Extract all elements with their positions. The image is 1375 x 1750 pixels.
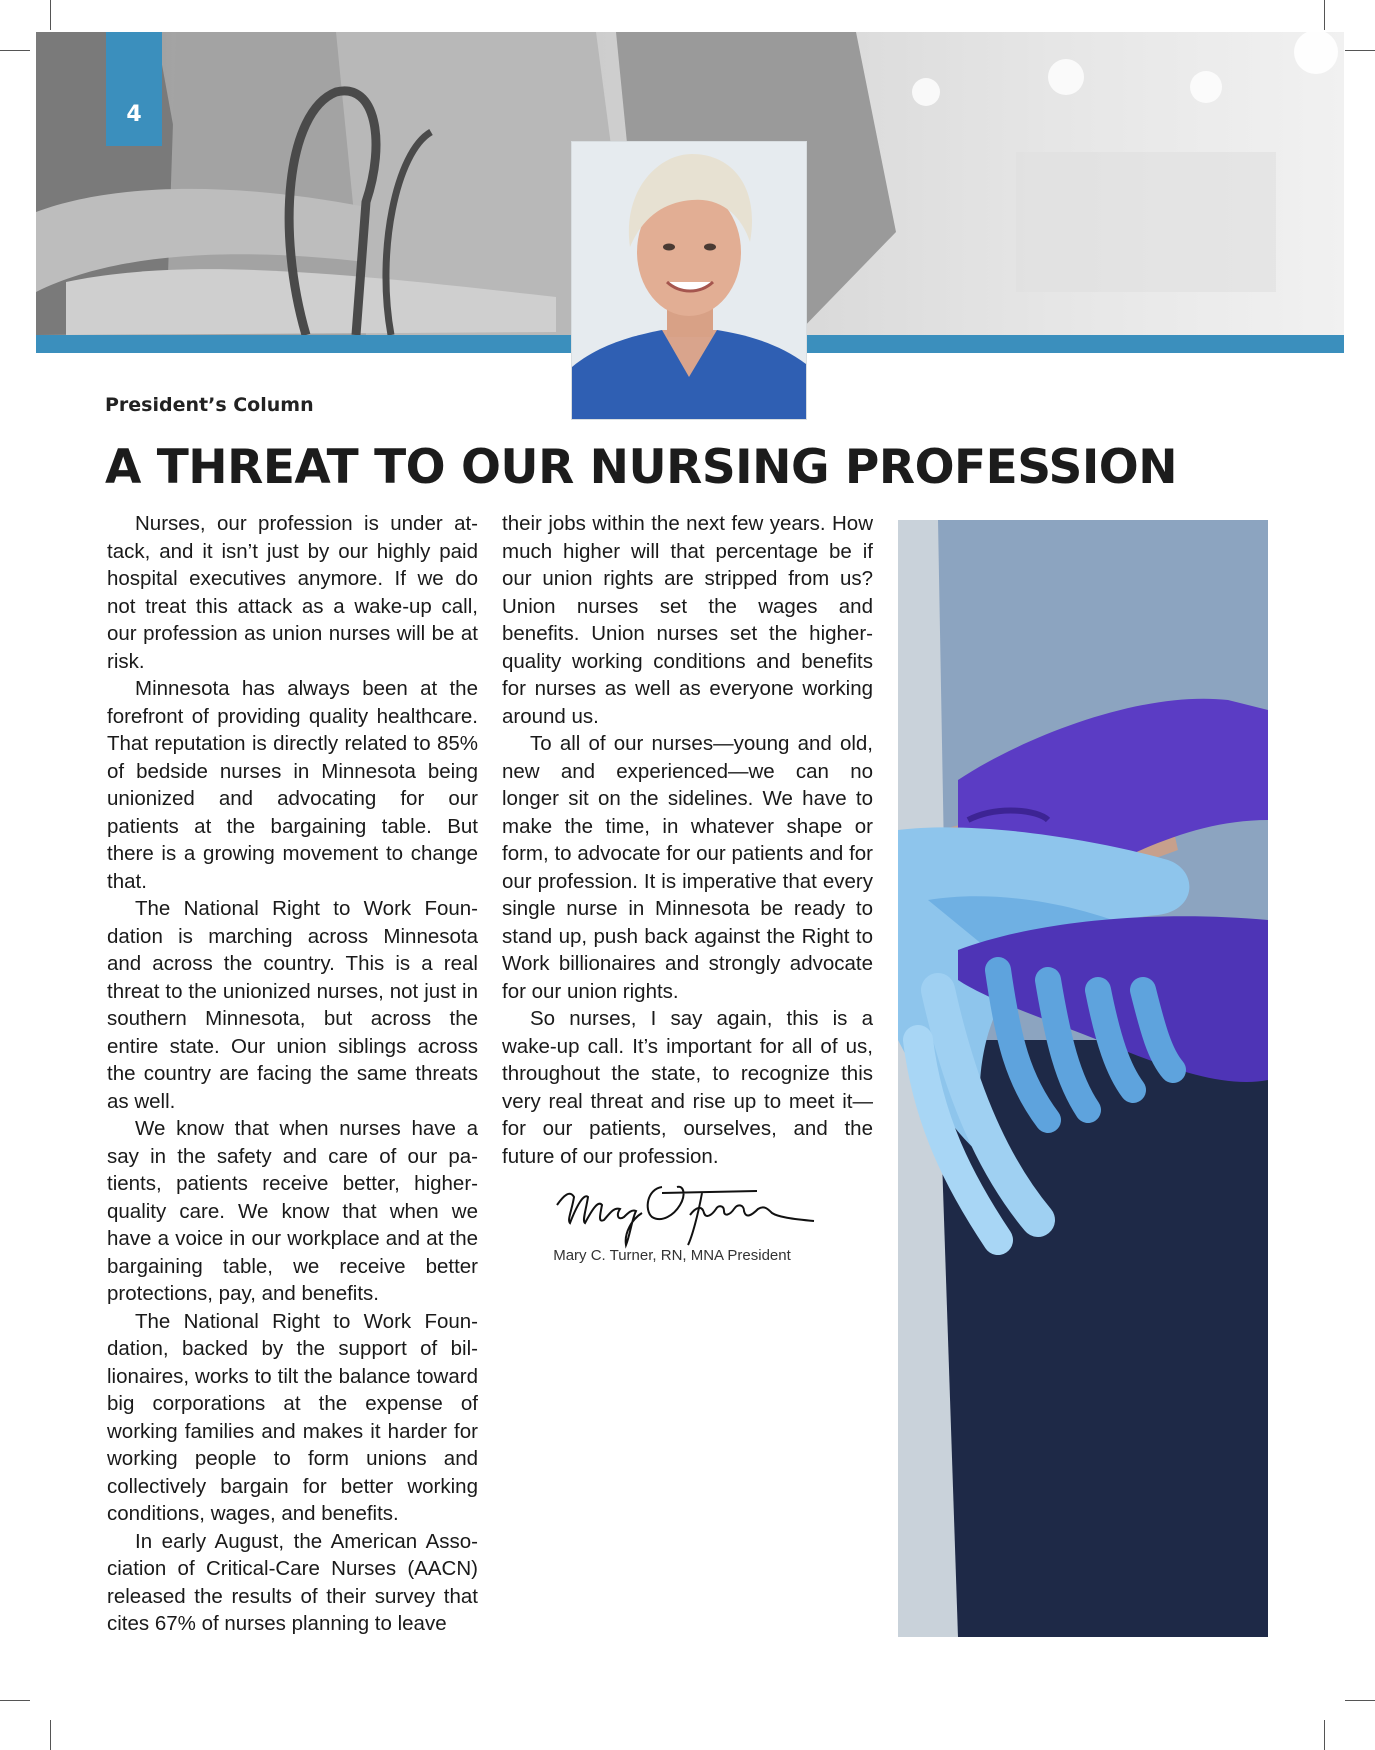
portrait-art [572, 142, 806, 419]
paragraph: Nurses, our profession is under attack, and it isn’t just by our highly paid hospital executives anymore. If we do not treat this attack as a wake-up call, our profession as union nurses will be at risk. [107, 512, 478, 673]
crop-mark [50, 0, 51, 30]
president-portrait [571, 141, 807, 420]
crop-mark [0, 50, 30, 51]
gloved-hands-art [898, 520, 1268, 1637]
paragraph: their jobs within the next few years. How much higher will that percentage be if our union rights are stripped from us? Union nurses set the wages and benefits. Union nurses set the higher-quality working conditions and benefits for nurses as well as everyone working around us. [502, 512, 873, 728]
crop-mark [1345, 1700, 1375, 1701]
signature-caption: Mary C. Turner, RN, MNA President [553, 1247, 791, 1264]
section-label: President’s Column [105, 394, 314, 416]
paragraph: The National Right to Work Foundation, backed by the support of billionaires, works to tilt the balance toward big corporations at the expense of working families and makes it harder for working people to form unions and collectively bargain for better working conditions, wages, and benefits. [107, 1309, 478, 1525]
page-number: 4 [106, 32, 162, 146]
paragraph: Minnesota has always been at the forefront of providing quality healthcare. That reputation is directly related to 85% of bedside nurses in Minnesota being unionized and advocating for our patients at the bargaining table. But there is a growing movement to change that. [107, 677, 478, 893]
crop-mark [1324, 0, 1325, 30]
paragraph: We know that when nurses have a say in the safety and care of our patients, patients receive better, higher-quality care. We know that when we have a voice in our workplace and at the bargaining table, we receive better protections, pay, and benefits. [107, 1117, 478, 1305]
crop-mark [1324, 1720, 1325, 1750]
paragraph: In early August, the American Association of Critical-Care Nurses (AACN) released the results of their survey that cites 67% of nurses planning to leave [107, 1529, 478, 1635]
gloved-hands-photo [898, 520, 1268, 1637]
article-column-1 [107, 510, 478, 1638]
paragraph: To all of our nurses—young and old, new and experienced—we can no longer sit on the sidelines. We have to make the time, in whatever shape or form, to advocate for our patients and for our profession. It is imperative that every single nurse in Minnesota be ready to stand up, push back against the Right to Work billionaires and strongly advocate for our union rights. [502, 732, 873, 1003]
crop-mark [1345, 50, 1375, 51]
crop-mark [50, 1720, 51, 1750]
article-column-2 [502, 510, 873, 1170]
paragraph: So nurses, I say again, this is a wake-up call. It’s important for all of us, throughout the state, to recognize this very real threat and rise up to meet it—for our patients, ourselves, and the future of our profession. [502, 1007, 873, 1168]
crop-mark [0, 1700, 30, 1701]
signature [552, 1175, 820, 1255]
signature-scribble [552, 1175, 820, 1255]
paragraph: The National Right to Work Foundation is marching across Minnesota and across the country. This is a real threat to the unionized nurses, not just in southern Minnesota, but across the entire state. Our union siblings across the country are facing the same threats as well. [107, 897, 478, 1113]
article-headline: A THREAT TO OUR NURSING PROFESSION [105, 440, 1178, 495]
